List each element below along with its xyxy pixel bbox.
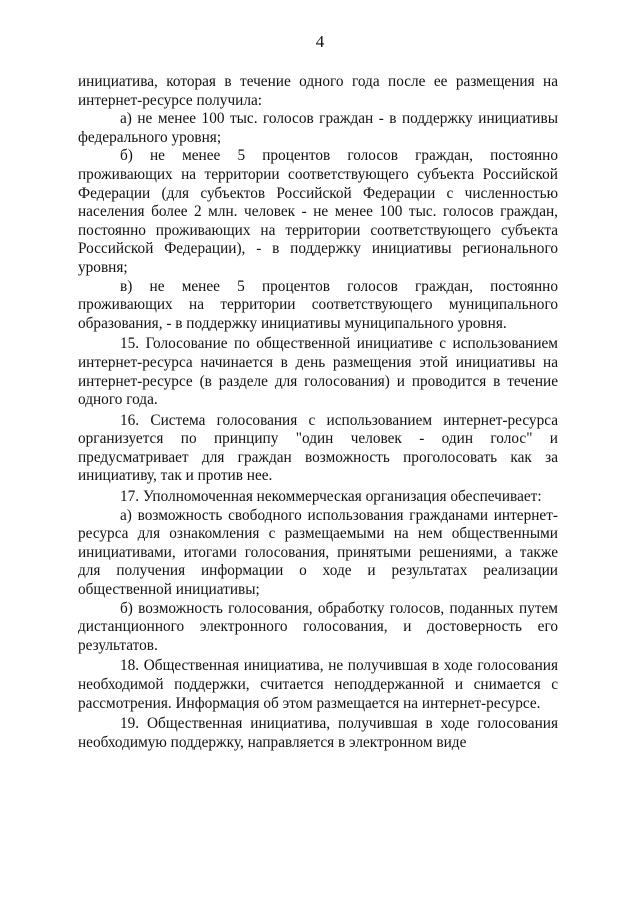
paragraph-17-item-b: б) возможность голосования, обработку голосов, поданных путем дистанционного электронного голосования, и достоверность его результатов. bbox=[78, 599, 558, 654]
paragraph-item-b-regional: б) не менее 5 процентов голосов граждан, постоянно проживающих на территории соответствующего субъекта Российской Федерации (для субъектов Российской Федерации с численностью населения более 2 млн. человек - не менее 100 тыс. голосов граждан, постоянно проживающих на территории соответствующего субъекта Российской Федерации), - в поддержку инициативы регионального уровня; bbox=[78, 147, 558, 276]
paragraph-item-a-federal: а) не менее 100 тыс. голосов граждан - в поддержку инициативы федерального уровня; bbox=[78, 110, 558, 146]
page-number: 4 bbox=[315, 32, 325, 51]
paragraph-17-item-a: а) возможность свободного использования гражданами интернет-ресурса для ознакомления с размещаемыми на нем общественными инициативами, итогами голосования, принятыми решениями, а также для получения информации о ходе и результатах реализации общественной инициативы; bbox=[78, 506, 558, 599]
paragraph-continuation: инициатива, которая в течение одного года после ее размещения на интернет-ресурсе получила: bbox=[78, 73, 558, 109]
paragraph-18: 18. Общественная инициатива, не получившая в ходе голосования необходимой поддержки, считается неподдержанной и снимается с рассмотрения. Информация об этом размещается на интернет-ресурсе. bbox=[78, 657, 558, 712]
paragraph-19: 19. Общественная инициатива, получившая в ходе голосования необходимую поддержку, направляется в электронном виде bbox=[78, 715, 558, 751]
paragraph-17: 17. Уполномоченная некоммерческая организация обеспечивает: bbox=[120, 488, 542, 506]
paragraph-15: 15. Голосование по общественной инициативе с использованием интернет-ресурса начинается в день размещения этой инициативы на интернет-ресурсе (в разделе для голосования) и проводится в течение одного года. bbox=[78, 335, 558, 409]
paragraph-item-v-municipal: в) не менее 5 процентов голосов граждан, постоянно проживающих на территории соответствующего муниципального образования, - в поддержку инициативы муниципального уровня. bbox=[78, 277, 558, 332]
paragraph-16: 16. Система голосования с использованием интернет-ресурса организуется по принципу "один человек - один голос" и предусматривает для граждан возможность проголосовать как за инициативу, так и против нее. bbox=[78, 411, 558, 485]
document-body bbox=[78, 73, 558, 752]
